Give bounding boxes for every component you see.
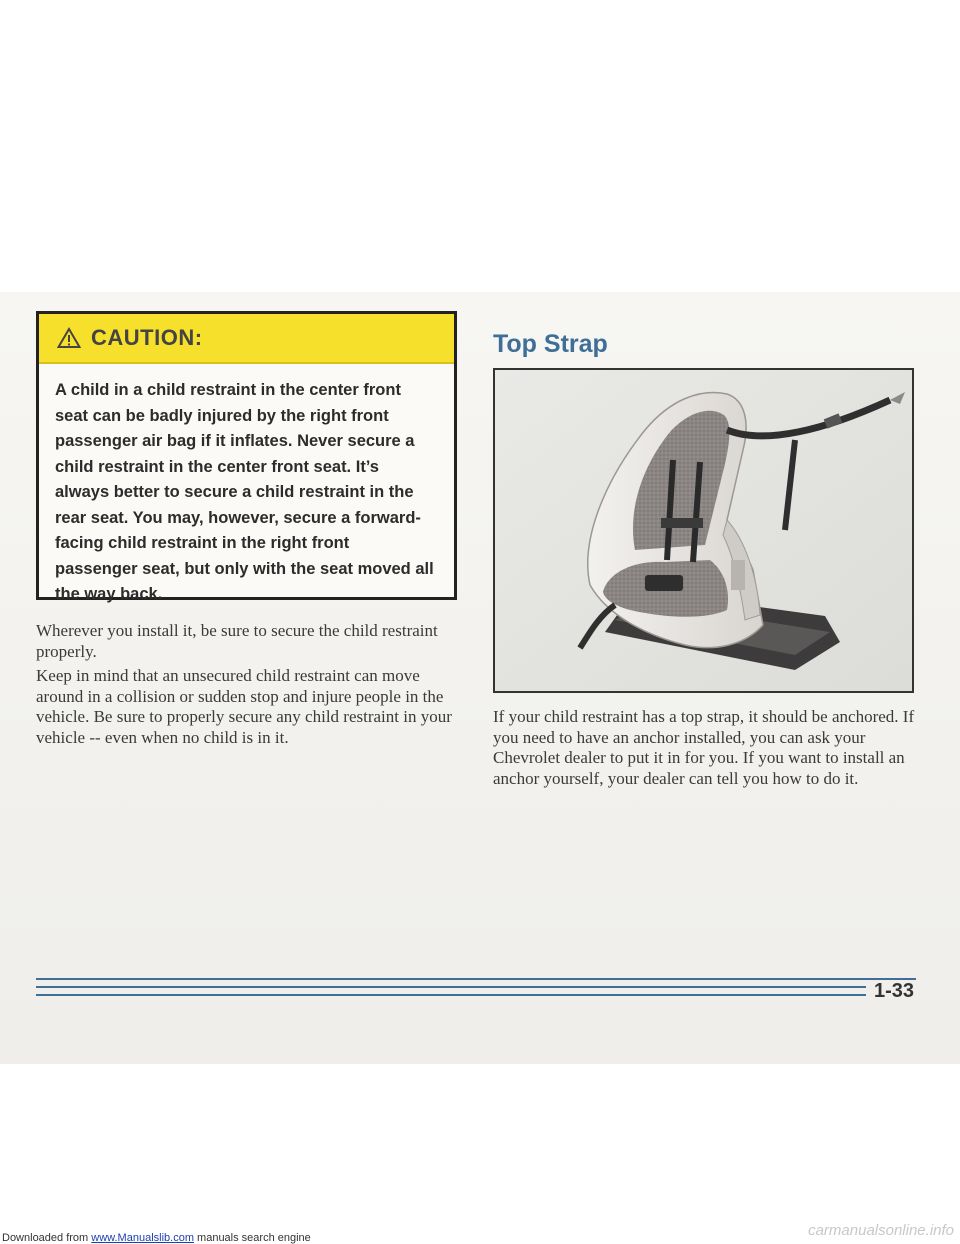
- paragraph-top-strap: If your child restraint has a top strap, it should be anchored. If you need to have an anchor installed, you can ask your Chevrolet dealer to put it in for you. If you want to install an anchor yourself, your dealer can tell you how to do it.: [493, 707, 915, 788]
- page-rule-upper: [36, 978, 916, 980]
- site-watermark: carmanualsonline.info: [808, 1222, 954, 1239]
- page-bottom-margin: [0, 1064, 960, 1242]
- paragraph-unsecured-restraint: Keep in mind that an unsecured child restraint can move around in a collision or sudden stop and injure people in the vehicle. Be sure to properly secure any child restraint in your vehicle -- even when no child is in it.: [36, 666, 452, 747]
- caution-header: [39, 314, 454, 364]
- page-number: 1-33: [873, 980, 914, 1002]
- paragraph-secure-properly: Wherever you install it, be sure to secure the child restraint properly.: [36, 621, 438, 661]
- section-heading-top-strap: Top Strap: [493, 330, 608, 358]
- caution-text: A child in a child restraint in the center front seat can be badly injured by the right front passenger air bag if it inflates. Never secure a child restraint in the center front seat. It’s always better to secure a child restraint in the rear seat. You may, however, secure a forward-facing child restraint in the right front passenger seat, but only with the seat moved all the way back.: [55, 381, 434, 603]
- download-footer: [2, 1232, 311, 1244]
- page-rule-lower: [36, 994, 866, 996]
- footer-prefix: Downloaded from: [2, 1232, 92, 1244]
- manualslib-link[interactable]: www.Manualslib.com: [91, 1232, 194, 1244]
- footer-suffix: manuals search engine: [193, 1232, 311, 1244]
- caution-box: [36, 311, 457, 603]
- warning-triangle-icon: [57, 327, 81, 349]
- child-seat-top-strap-illustration: [493, 368, 914, 693]
- page-rule-middle: [36, 986, 866, 988]
- caution-title: CAUTION:: [91, 325, 203, 350]
